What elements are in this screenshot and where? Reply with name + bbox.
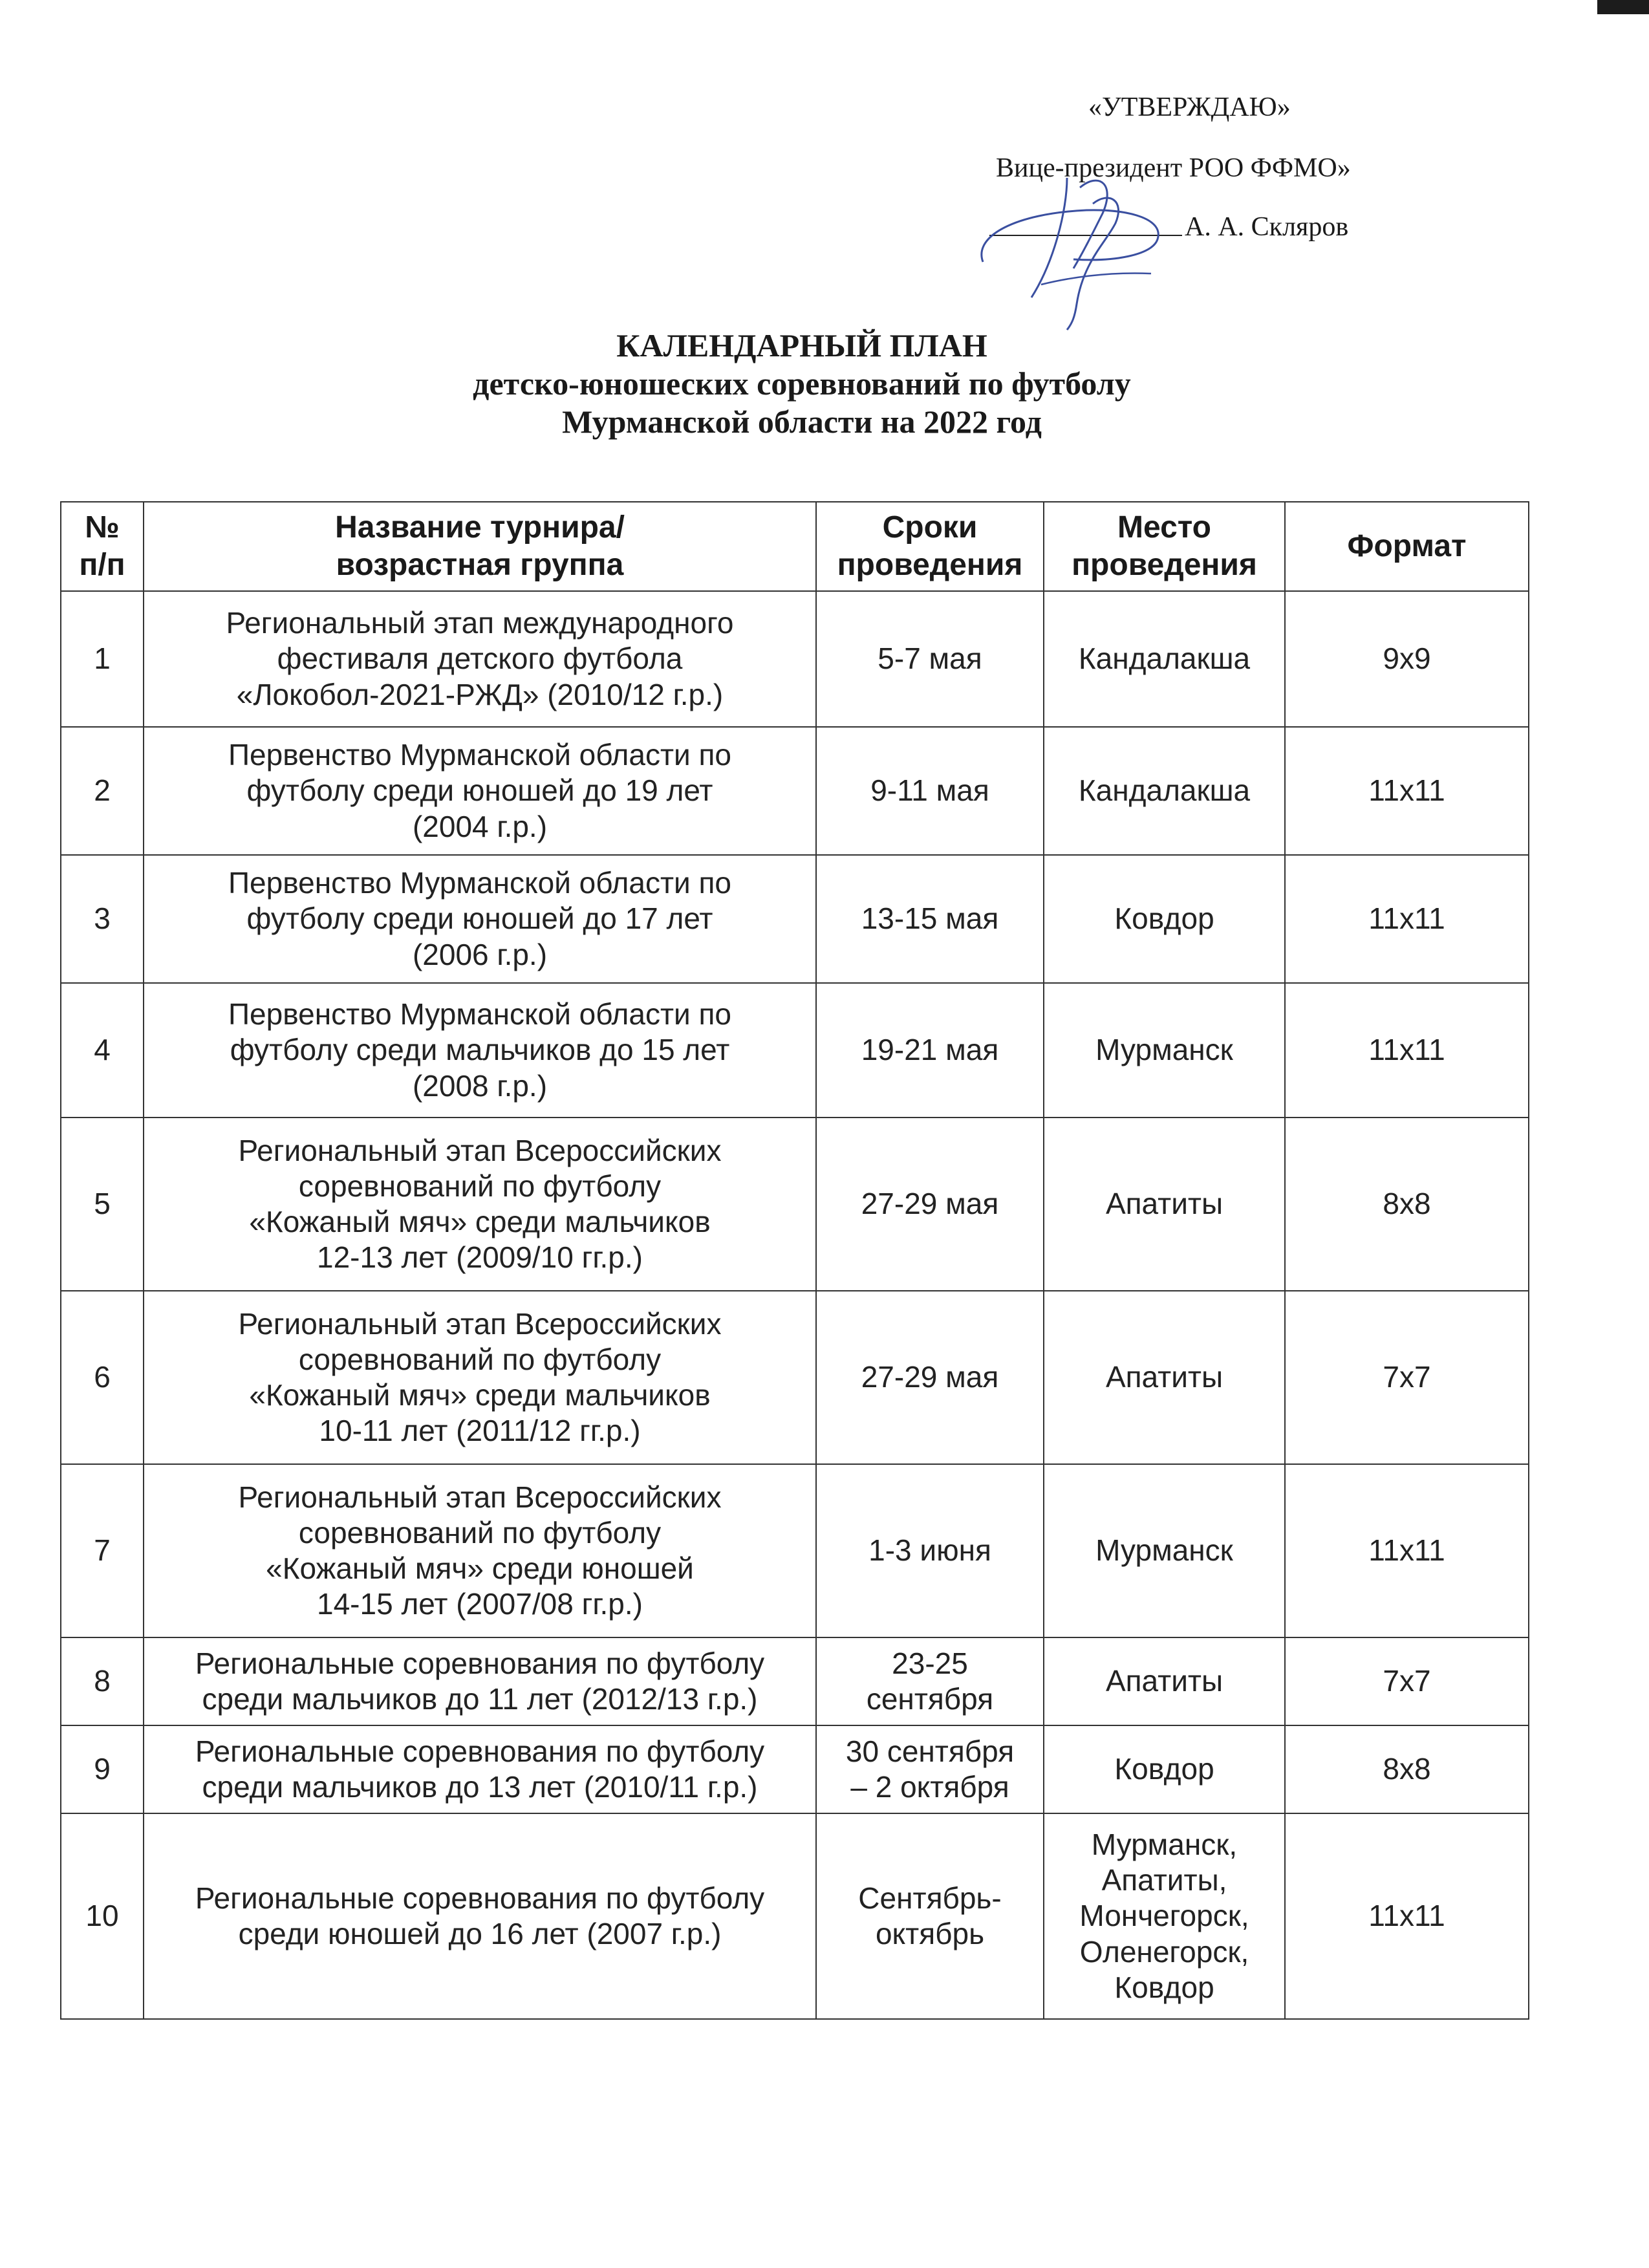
cell-number: 2 bbox=[61, 727, 144, 855]
cell-tournament-name bbox=[144, 1813, 816, 2019]
header-tournament-name bbox=[144, 502, 816, 591]
cell-dates-line: 23-25 bbox=[892, 1646, 968, 1680]
cell-dates bbox=[816, 983, 1044, 1118]
cell-place bbox=[1044, 1725, 1285, 1813]
cell-place bbox=[1044, 1813, 1285, 2019]
cell-format: 11х11 bbox=[1285, 1464, 1529, 1637]
cell-number: 10 bbox=[61, 1813, 144, 2019]
cell-tournament-name-line: (2008 г.р.) bbox=[412, 1068, 548, 1103]
cell-place bbox=[1044, 1464, 1285, 1637]
cell-format: 11х11 bbox=[1285, 1813, 1529, 2019]
cell-tournament-name-line: футболу среди юношей до 19 лет bbox=[246, 773, 713, 808]
header-name-line: возрастная группа bbox=[336, 548, 624, 582]
cell-place-line: Мурманск bbox=[1095, 1533, 1233, 1568]
cell-dates-line: октябрь bbox=[875, 1917, 985, 1950]
cell-format: 9х9 bbox=[1285, 591, 1529, 727]
table-row bbox=[61, 855, 1529, 983]
cell-tournament-name-line: Региональный этап Всероссийских bbox=[238, 1133, 722, 1167]
cell-tournament-name-line: среди юношей до 16 лет (2007 г.р.) bbox=[238, 1917, 722, 1950]
cell-place bbox=[1044, 1291, 1285, 1464]
header-number bbox=[61, 502, 144, 591]
cell-dates-line: сентября bbox=[866, 1682, 994, 1716]
schedule-table bbox=[60, 501, 1529, 2020]
cell-number: 3 bbox=[61, 855, 144, 983]
cell-number: 6 bbox=[61, 1291, 144, 1464]
cell-tournament-name-line: «Кожаный мяч» среди юношей bbox=[266, 1551, 694, 1585]
cell-tournament-name-line: соревнований по футболу bbox=[298, 1169, 662, 1203]
cell-dates-line: 19-21 мая bbox=[861, 1033, 999, 1067]
cell-number: 4 bbox=[61, 983, 144, 1118]
cell-tournament-name-line: Региональный этап международного bbox=[226, 606, 734, 640]
cell-place-line: Мончегорск, bbox=[1079, 1899, 1249, 1933]
cell-tournament-name bbox=[144, 1464, 816, 1637]
document-title bbox=[0, 327, 1604, 441]
cell-format: 11х11 bbox=[1285, 855, 1529, 983]
cell-number: 8 bbox=[61, 1637, 144, 1725]
table-row bbox=[61, 591, 1529, 727]
table-row bbox=[61, 1118, 1529, 1291]
table-row bbox=[61, 727, 1529, 855]
cell-place-line: Апатиты bbox=[1105, 1360, 1223, 1394]
header-format: Формат bbox=[1285, 502, 1529, 591]
cell-number: 9 bbox=[61, 1725, 144, 1813]
cell-tournament-name-line: среди мальчиков до 11 лет (2012/13 г.р.) bbox=[202, 1682, 758, 1716]
header-number-line: п/п bbox=[79, 548, 125, 582]
cell-dates bbox=[816, 727, 1044, 855]
cell-dates bbox=[816, 1291, 1044, 1464]
cell-dates bbox=[816, 1813, 1044, 2019]
table-row bbox=[61, 1813, 1529, 2019]
table-row bbox=[61, 1464, 1529, 1637]
header-place-line: проведения bbox=[1072, 548, 1257, 582]
title-line-1: КАЛЕНДАРНЫЙ ПЛАН bbox=[616, 327, 987, 363]
cell-place-line: Ковдор bbox=[1114, 1752, 1214, 1786]
cell-dates bbox=[816, 1637, 1044, 1725]
cell-tournament-name-line: среди мальчиков до 13 лет (2010/11 г.р.) bbox=[202, 1770, 758, 1804]
cell-place-line: Оленегорск, bbox=[1079, 1934, 1249, 1969]
cell-format: 11х11 bbox=[1285, 727, 1529, 855]
cell-place-line: Мурманск bbox=[1095, 1033, 1233, 1067]
table-row bbox=[61, 983, 1529, 1118]
cell-format: 11х11 bbox=[1285, 983, 1529, 1118]
header-name-line: Название турнира/ bbox=[335, 510, 625, 545]
cell-tournament-name bbox=[144, 1291, 816, 1464]
cell-tournament-name-line: «Кожаный мяч» среди мальчиков bbox=[249, 1205, 711, 1238]
cell-number: 5 bbox=[61, 1118, 144, 1291]
cell-place bbox=[1044, 1118, 1285, 1291]
cell-tournament-name-line: «Кожаный мяч» среди мальчиков bbox=[249, 1378, 711, 1412]
header-place-line: Место bbox=[1117, 510, 1211, 545]
cell-tournament-name-line: 12-13 лет (2009/10 гг.р.) bbox=[317, 1240, 643, 1275]
cell-tournament-name-line: Региональный этап Всероссийских bbox=[238, 1306, 722, 1341]
cell-tournament-name bbox=[144, 1118, 816, 1291]
cell-tournament-name-line: 14-15 лет (2007/08 гг.р.) bbox=[317, 1587, 643, 1621]
cell-dates bbox=[816, 855, 1044, 983]
cell-tournament-name-line: Региональные соревнования по футболу bbox=[195, 1881, 765, 1915]
cell-format: 7х7 bbox=[1285, 1637, 1529, 1725]
cell-tournament-name-line: футболу среди юношей до 17 лет bbox=[246, 902, 713, 936]
cell-tournament-name-line: Первенство Мурманской области по bbox=[228, 866, 732, 900]
cell-place bbox=[1044, 1637, 1285, 1725]
cell-dates bbox=[816, 1725, 1044, 1813]
cell-tournament-name bbox=[144, 1637, 816, 1725]
cell-tournament-name-line: «Локобол-2021-РЖД» (2010/12 г.р.) bbox=[236, 677, 724, 711]
table-row bbox=[61, 1637, 1529, 1725]
cell-place bbox=[1044, 591, 1285, 727]
header-number-line: № bbox=[85, 510, 120, 545]
cell-tournament-name-line: фестиваля детского футбола bbox=[277, 642, 683, 676]
cell-dates-line: 30 сентября bbox=[845, 1734, 1015, 1768]
cell-format: 8х8 bbox=[1285, 1725, 1529, 1813]
handwritten-signature bbox=[970, 165, 1177, 333]
title-line-2: детско-юношеских соревнований по футболу bbox=[473, 365, 1131, 402]
cell-tournament-name-line: футболу среди мальчиков до 15 лет bbox=[230, 1033, 730, 1067]
cell-tournament-name bbox=[144, 983, 816, 1118]
cell-place bbox=[1044, 727, 1285, 855]
cell-format: 8х8 bbox=[1285, 1118, 1529, 1291]
cell-place-line: Ковдор bbox=[1114, 1970, 1214, 2004]
approval-position: Вице-президент РОО ФФМО» bbox=[996, 153, 1351, 183]
cell-tournament-name bbox=[144, 855, 816, 983]
cell-tournament-name-line: соревнований по футболу bbox=[298, 1342, 662, 1376]
cell-dates bbox=[816, 1118, 1044, 1291]
cell-tournament-name-line: соревнований по футболу bbox=[298, 1515, 662, 1550]
table-body bbox=[61, 591, 1529, 2019]
header-place bbox=[1044, 502, 1285, 591]
table-row bbox=[61, 1725, 1529, 1813]
cell-tournament-name-line: Региональные соревнования по футболу bbox=[195, 1646, 765, 1680]
cell-dates bbox=[816, 1464, 1044, 1637]
header-dates-line: Сроки bbox=[882, 510, 978, 545]
approval-name: А. А. Скляров bbox=[1185, 212, 1349, 242]
header-dates-line: проведения bbox=[837, 548, 1023, 582]
title-line-3: Мурманской области на 2022 год bbox=[562, 404, 1042, 440]
scan-corner-mark bbox=[1597, 0, 1649, 14]
cell-dates-line: 13-15 мая bbox=[861, 902, 999, 936]
table-header-row bbox=[61, 502, 1529, 591]
cell-dates-line: Сентябрь- bbox=[858, 1881, 1002, 1915]
cell-number: 1 bbox=[61, 591, 144, 727]
table-row bbox=[61, 1291, 1529, 1464]
cell-place-line: Кандалакша bbox=[1078, 773, 1251, 808]
cell-dates-line: – 2 октября bbox=[850, 1770, 1009, 1804]
cell-place-line: Кандалакша bbox=[1078, 642, 1251, 676]
cell-tournament-name bbox=[144, 727, 816, 855]
cell-dates-line: 5-7 мая bbox=[878, 642, 982, 676]
cell-place-line: Апатиты bbox=[1105, 1664, 1223, 1698]
cell-tournament-name-line: (2006 г.р.) bbox=[412, 937, 548, 971]
cell-tournament-name-line: 10-11 лет (2011/12 гг.р.) bbox=[319, 1414, 641, 1448]
cell-place-line: Апатиты bbox=[1105, 1187, 1223, 1221]
cell-tournament-name-line: Первенство Мурманской области по bbox=[228, 997, 732, 1031]
cell-tournament-name-line: (2004 г.р.) bbox=[412, 809, 548, 843]
cell-dates-line: 27-29 мая bbox=[861, 1360, 999, 1394]
cell-place-line: Апатиты, bbox=[1101, 1863, 1227, 1897]
cell-tournament-name bbox=[144, 591, 816, 727]
cell-tournament-name-line: Региональные соревнования по футболу bbox=[195, 1734, 765, 1768]
cell-dates bbox=[816, 591, 1044, 727]
cell-dates-line: 27-29 мая bbox=[861, 1187, 999, 1221]
cell-place-line: Ковдор bbox=[1114, 902, 1214, 936]
cell-tournament-name-line: Первенство Мурманской области по bbox=[228, 738, 732, 772]
header-dates bbox=[816, 502, 1044, 591]
cell-dates-line: 9-11 мая bbox=[870, 773, 989, 808]
cell-number: 7 bbox=[61, 1464, 144, 1637]
approval-title: «УТВЕРЖДАЮ» bbox=[1088, 92, 1291, 122]
cell-dates-line: 1-3 июня bbox=[868, 1533, 991, 1568]
cell-place bbox=[1044, 983, 1285, 1118]
cell-format: 7х7 bbox=[1285, 1291, 1529, 1464]
cell-place bbox=[1044, 855, 1285, 983]
cell-place-line: Мурманск, bbox=[1091, 1828, 1238, 1862]
cell-tournament-name-line: Региональный этап Всероссийских bbox=[238, 1480, 722, 1514]
cell-tournament-name bbox=[144, 1725, 816, 1813]
